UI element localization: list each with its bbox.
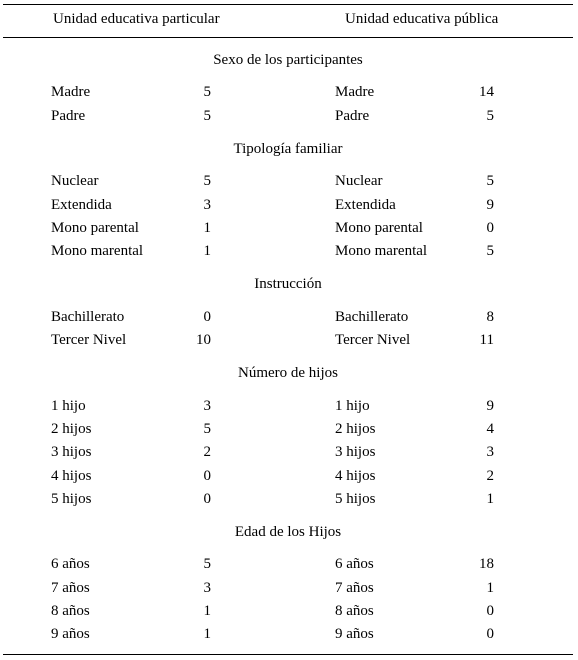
section-title-tipologia: Tipología familiar	[233, 141, 343, 157]
row-label-left: 5 hijos	[51, 491, 92, 507]
row-value-left: 5	[203, 556, 211, 572]
table-bottom-rule	[3, 654, 573, 655]
section-title-sexo: Sexo de los participantes	[213, 52, 363, 68]
row-label-right: 1 hijo	[335, 398, 370, 414]
row-value-right: 3	[486, 444, 494, 460]
row-label-left: 8 años	[51, 603, 90, 619]
row-value-right: 1	[486, 580, 494, 596]
row-label-right: Nuclear	[335, 173, 383, 189]
row-value-right: 14	[479, 84, 494, 100]
row-label-right: 8 años	[335, 603, 374, 619]
row-label-left: Bachillerato	[51, 309, 125, 325]
row-value-right: 9	[486, 398, 494, 414]
row-value-right: 9	[486, 197, 494, 213]
row-label-left: Nuclear	[51, 173, 99, 189]
row-label-right: Extendida	[335, 197, 396, 213]
row-value-right: 1	[486, 491, 494, 507]
row-label-left: 2 hijos	[51, 421, 92, 437]
row-label-right: Madre	[335, 84, 375, 100]
row-value-left: 3	[203, 197, 211, 213]
row-value-right: 0	[486, 626, 494, 642]
row-label-right: Bachillerato	[335, 309, 409, 325]
row-label-left: 3 hijos	[51, 444, 92, 460]
row-value-right: 5	[486, 108, 494, 124]
row-label-right: 3 hijos	[335, 444, 376, 460]
row-value-left: 3	[203, 580, 211, 596]
row-label-left: 7 años	[51, 580, 90, 596]
row-value-right: 0	[486, 220, 494, 236]
row-label-right: 6 años	[335, 556, 374, 572]
row-value-left: 0	[203, 468, 211, 484]
row-value-left: 1	[203, 603, 211, 619]
row-label-left: Mono parental	[51, 220, 139, 236]
row-value-left: 2	[203, 444, 211, 460]
row-value-left: 5	[203, 108, 211, 124]
column-header-publica: Unidad educativa pública	[345, 11, 499, 27]
row-value-left: 10	[196, 332, 211, 348]
row-label-right: 4 hijos	[335, 468, 376, 484]
row-label-left: Tercer Nivel	[51, 332, 127, 348]
row-label-left: Madre	[51, 84, 91, 100]
table-header-rule	[3, 37, 573, 38]
row-value-right: 5	[486, 243, 494, 259]
row-value-right: 18	[479, 556, 494, 572]
row-value-left: 5	[203, 173, 211, 189]
row-label-right: Mono parental	[335, 220, 423, 236]
row-value-right: 5	[486, 173, 494, 189]
row-label-left: 4 hijos	[51, 468, 92, 484]
row-label-left: 1 hijo	[51, 398, 86, 414]
row-value-left: 0	[203, 309, 211, 325]
row-value-right: 0	[486, 603, 494, 619]
section-title-edad-hijos: Edad de los Hijos	[234, 524, 342, 540]
row-label-right: Mono marental	[335, 243, 428, 259]
row-label-left: 9 años	[51, 626, 90, 642]
column-header-particular: Unidad educativa particular	[53, 11, 220, 27]
row-label-left: 6 años	[51, 556, 90, 572]
row-label-right: Padre	[335, 108, 370, 124]
row-label-right: Tercer Nivel	[335, 332, 411, 348]
row-value-left: 3	[203, 398, 211, 414]
row-value-left: 1	[203, 220, 211, 236]
row-label-left: Padre	[51, 108, 86, 124]
row-label-right: 7 años	[335, 580, 374, 596]
row-value-right: 2	[486, 468, 494, 484]
row-label-left: Extendida	[51, 197, 112, 213]
row-label-right: 2 hijos	[335, 421, 376, 437]
row-label-left: Mono marental	[51, 243, 144, 259]
section-title-numero-hijos: Número de hijos	[238, 365, 338, 381]
row-value-left: 1	[203, 626, 211, 642]
row-label-right: 5 hijos	[335, 491, 376, 507]
row-value-left: 0	[203, 491, 211, 507]
row-value-left: 1	[203, 243, 211, 259]
row-label-right: 9 años	[335, 626, 374, 642]
row-value-right: 4	[486, 421, 494, 437]
section-title-instruccion: Instrucción	[254, 276, 322, 292]
row-value-right: 11	[479, 332, 494, 348]
row-value-left: 5	[203, 421, 211, 437]
row-value-left: 5	[203, 84, 211, 100]
table-top-rule	[3, 4, 573, 5]
row-value-right: 8	[486, 309, 494, 325]
